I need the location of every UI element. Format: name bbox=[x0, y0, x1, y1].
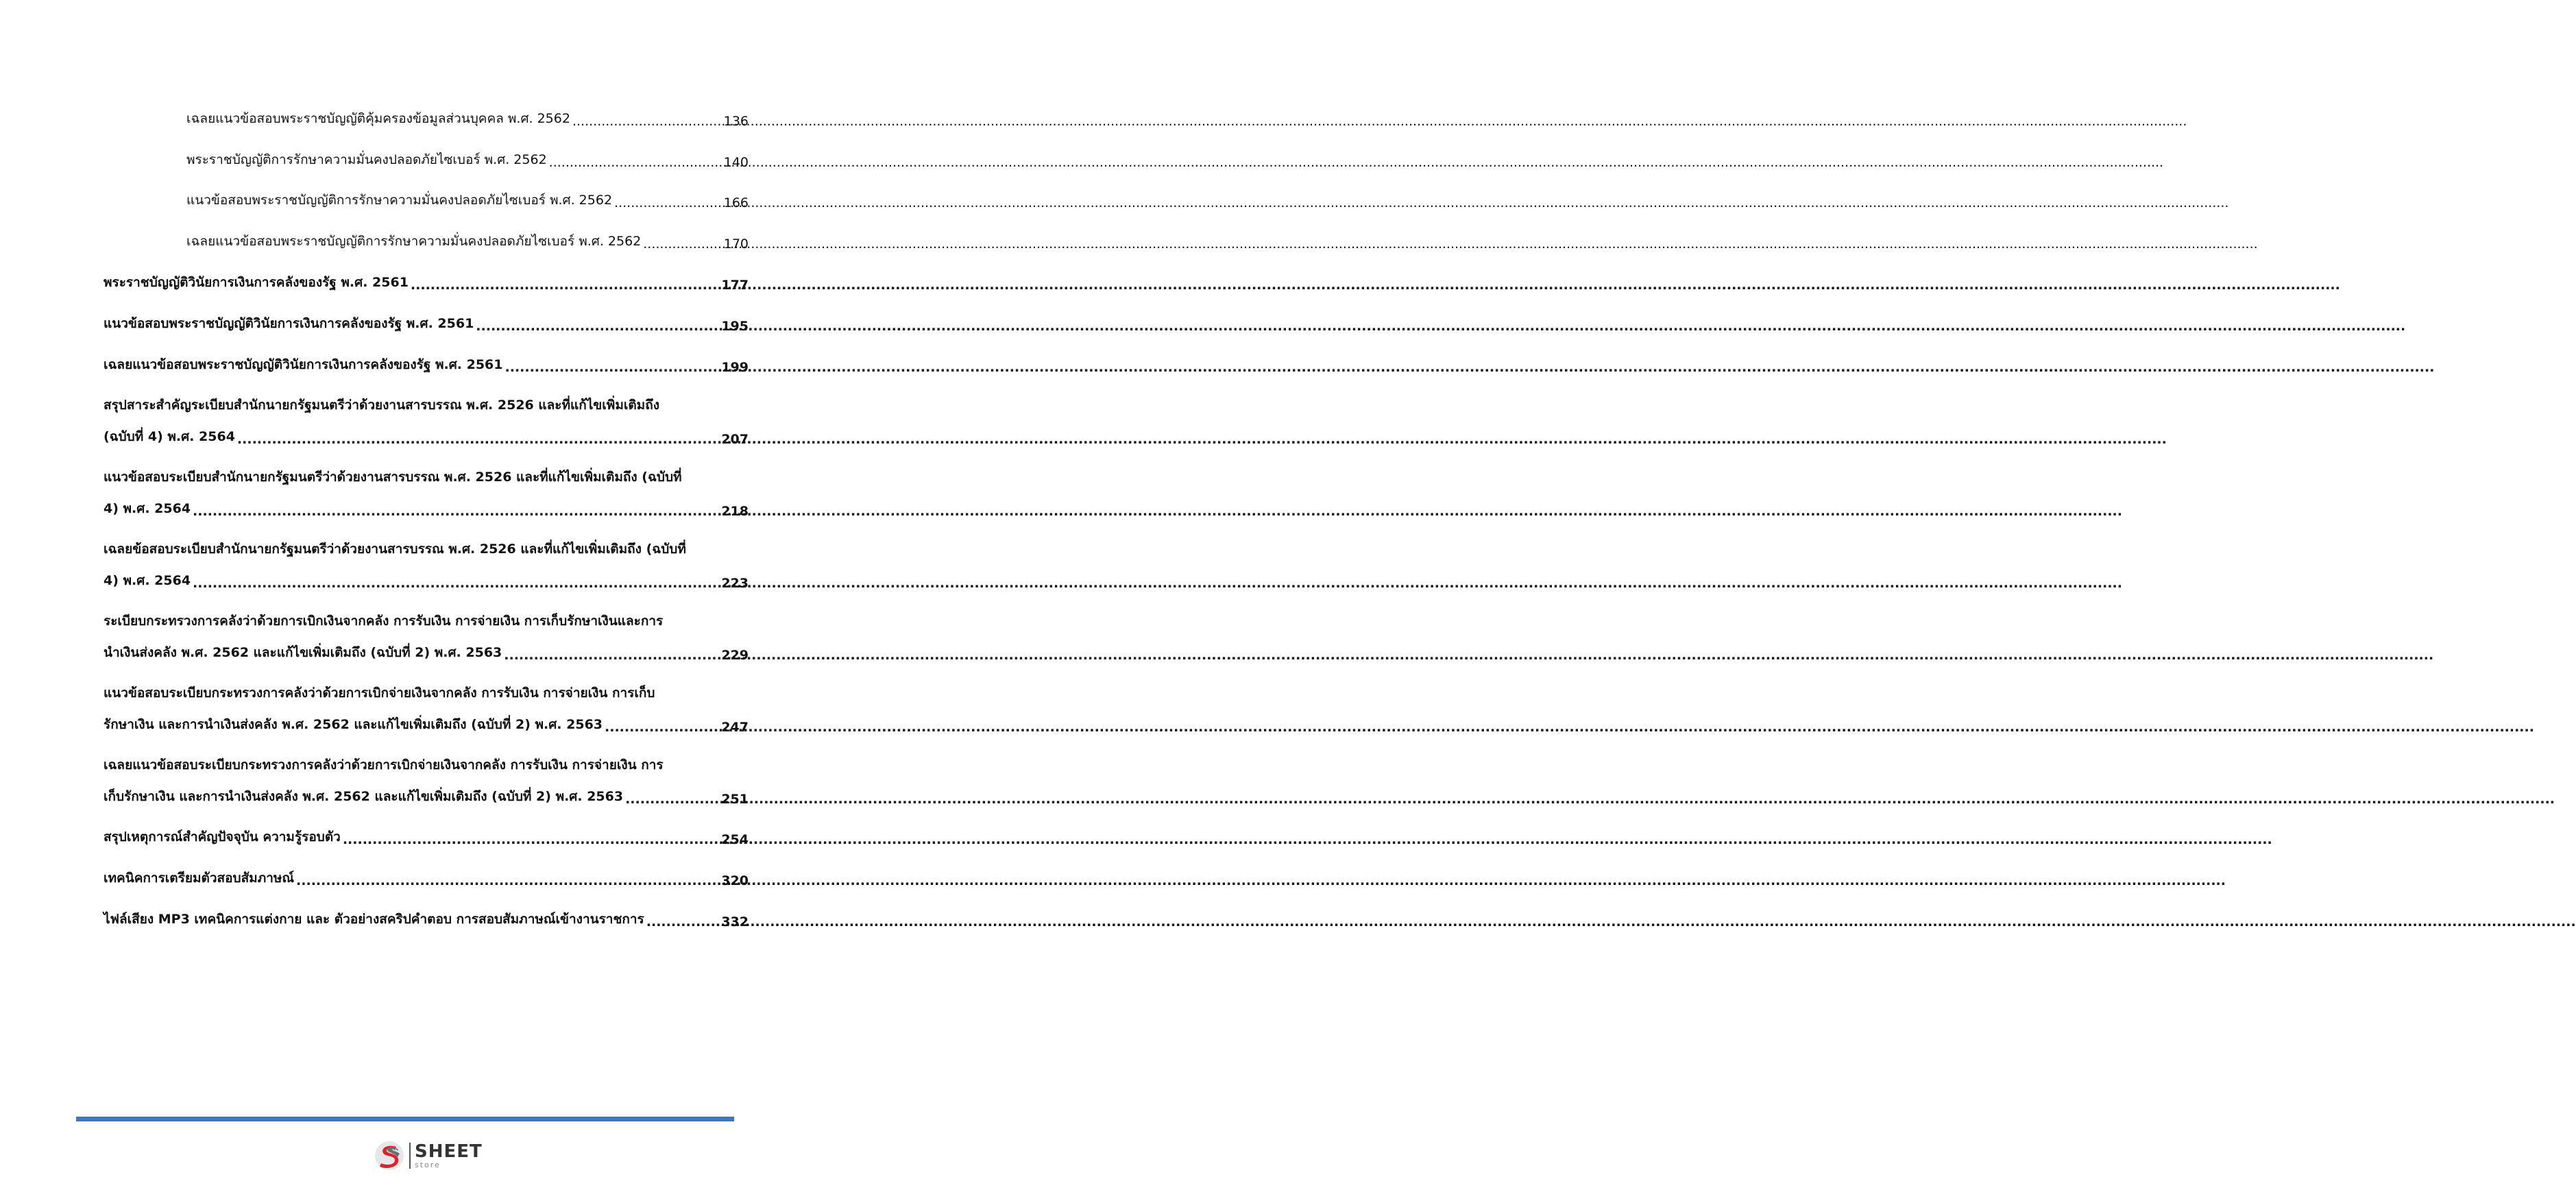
toc-entry-title: 4) พ.ศ. 2564 bbox=[104, 501, 191, 516]
toc-entry-title-line1[interactable]: สรุปสาระสำคัญระเบียบสำนักนายกรัฐมนตรีว่าด้วยงานสารบรรณ พ.ศ. 2526 และที่แก้ไขเพิ่มเติมถึง bbox=[104, 398, 659, 413]
toc-page-number: 170 bbox=[723, 236, 749, 252]
toc-leader-dots bbox=[343, 832, 719, 847]
toc-leader-dots bbox=[504, 648, 719, 663]
toc-leader-dots bbox=[625, 792, 719, 807]
toc-entry-title: แนวข้อสอบพระราชบัญญัติการรักษาความมั่นคงปลอดภัยไซเบอร์ พ.ศ. 2562 bbox=[186, 193, 613, 208]
toc-leader-dots bbox=[646, 914, 720, 929]
toc-leader-dots bbox=[411, 278, 719, 293]
toc-page-number: 218 bbox=[721, 504, 749, 519]
toc-page-number: 247 bbox=[721, 720, 749, 735]
toc-entry-title: นำเงินส่งคลัง พ.ศ. 2562 และแก้ไขเพิ่มเติมถึง (ฉบับที่ 2) พ.ศ. 2563 bbox=[104, 645, 502, 660]
toc-entry-title: เฉลยแนวข้อสอบพระราชบัญญัติวินัยการเงินการคลังของรัฐ พ.ศ. 2561 bbox=[104, 357, 503, 372]
toc-main-entry[interactable] bbox=[104, 272, 749, 293]
toc-page-number: 177 bbox=[721, 278, 749, 293]
logo-store-text: store bbox=[415, 1161, 441, 1169]
toc-page-number: 229 bbox=[721, 648, 749, 663]
toc-main-entry[interactable] bbox=[104, 498, 749, 519]
toc-entry-title: รักษาเงิน และการนำเงินส่งคลัง พ.ศ. 2562 และแก้ไขเพิ่มเติมถึง (ฉบับที่ 2) พ.ศ. 2563 bbox=[104, 717, 603, 732]
toc-entry-title-line1[interactable]: เฉลยแนวข้อสอบระเบียบกระทรวงการคลังว่าด้วยการเบิกจ่ายเงินจากคลัง การรับเงิน การจ่ายเงิน การ bbox=[104, 757, 664, 773]
toc-entry-title: สรุปเหตุการณ์สำคัญปัจจุบัน ความรู้รอบตัว bbox=[104, 829, 341, 844]
toc-sub-entry[interactable] bbox=[186, 149, 749, 170]
toc-sub-entry[interactable] bbox=[186, 108, 749, 129]
toc-entry-title: ไฟล์เสียง MP3 เทคนิคการแต่งกาย และ ตัวอย่างสคริปคำตอบ การสอบสัมภาษณ์เข้างานราชการ bbox=[104, 912, 644, 927]
toc-page-number: 251 bbox=[721, 792, 749, 807]
sheet-store-s-icon bbox=[374, 1140, 405, 1171]
toc-sub-entry[interactable] bbox=[186, 190, 749, 210]
toc-leader-dots bbox=[505, 360, 720, 375]
toc-main-entry[interactable] bbox=[104, 313, 749, 334]
toc-main-entry[interactable] bbox=[104, 354, 749, 375]
toc-leader-dots bbox=[193, 504, 719, 519]
toc-entry-title: เฉลยแนวข้อสอบพระราชบัญญัติคุ้มครองข้อมูลส่วนบุคคล พ.ศ. 2562 bbox=[186, 111, 570, 126]
toc-page-number: 207 bbox=[721, 432, 749, 447]
logo-sheet-text: SHEET bbox=[415, 1141, 483, 1162]
toc-leader-dots bbox=[476, 319, 719, 334]
toc-leader-dots bbox=[193, 576, 719, 591]
toc-leader-dots bbox=[614, 195, 722, 210]
toc-page-number: 223 bbox=[721, 576, 749, 591]
toc-page-number: 254 bbox=[721, 832, 749, 847]
toc-main-entry[interactable] bbox=[104, 714, 749, 735]
toc-main-entry[interactable] bbox=[104, 909, 749, 929]
toc-entry-title: 4) พ.ศ. 2564 bbox=[104, 573, 191, 588]
toc-page-number: 195 bbox=[721, 319, 749, 334]
toc-entry-title-line1[interactable]: เฉลยข้อสอบระเบียบสำนักนายกรัฐมนตรีว่าด้วยงานสารบรรณ พ.ศ. 2526 และที่แก้ไขเพิ่มเติมถึง (ฉบับที่ bbox=[104, 542, 686, 557]
logo-wordmark bbox=[409, 1143, 483, 1169]
toc-page-number: 320 bbox=[721, 873, 749, 888]
toc-page-number: 199 bbox=[721, 360, 749, 375]
toc-leader-dots bbox=[605, 720, 719, 735]
toc-page-number: 332 bbox=[721, 914, 749, 929]
toc-entry-title: เทคนิคการเตรียมตัวสอบสัมภาษณ์ bbox=[104, 871, 295, 886]
toc-leader-dots bbox=[643, 236, 721, 252]
toc-entry-title-line1[interactable]: แนวข้อสอบระเบียบกระทรวงการคลังว่าด้วยการเบิกจ่ายเงินจากคลัง การรับเงิน การจ่ายเงิน การเก็บ bbox=[104, 685, 655, 701]
toc-entry-title: พระราชบัญญัติการรักษาความมั่นคงปลอดภัยไซเบอร์ พ.ศ. 2562 bbox=[186, 152, 547, 167]
toc-main-entry[interactable] bbox=[104, 570, 749, 591]
sheet-store-logo bbox=[374, 1139, 483, 1173]
toc-entry-title: (ฉบับที่ 4) พ.ศ. 2564 bbox=[104, 429, 235, 444]
toc-leader-dots bbox=[572, 114, 722, 129]
toc-page-number: 136 bbox=[723, 114, 749, 129]
toc-main-entry[interactable] bbox=[104, 786, 749, 807]
toc-entry-title: แนวข้อสอบพระราชบัญญัติวินัยการเงินการคลังของรัฐ พ.ศ. 2561 bbox=[104, 316, 474, 331]
toc-entry-title: เฉลยแนวข้อสอบพระราชบัญญัติการรักษาความมั่นคงปลอดภัยไซเบอร์ พ.ศ. 2562 bbox=[186, 234, 642, 249]
toc-entry-title: พระราชบัญญัติวินัยการเงินการคลังของรัฐ พ.ศ. 2561 bbox=[104, 275, 409, 290]
toc-main-entry[interactable] bbox=[104, 868, 749, 888]
toc-entry-title: เก็บรักษาเงิน และการนำเงินส่งคลัง พ.ศ. 2562 และแก้ไขเพิ่มเติมถึง (ฉบับที่ 2) พ.ศ. 2563 bbox=[104, 789, 624, 804]
toc-page-number: 166 bbox=[723, 195, 749, 210]
toc-leader-dots bbox=[237, 432, 719, 447]
toc-leader-dots bbox=[549, 155, 722, 170]
toc-leader-dots bbox=[296, 873, 719, 888]
toc-entry-title-line1[interactable]: แนวข้อสอบระเบียบสำนักนายกรัฐมนตรีว่าด้วยงานสารบรรณ พ.ศ. 2526 และที่แก้ไขเพิ่มเติมถึง (ฉบับที่ bbox=[104, 470, 682, 485]
toc-page-number: 140 bbox=[723, 155, 749, 170]
toc-sub-entry[interactable] bbox=[186, 231, 749, 252]
footer-rule bbox=[76, 1117, 734, 1121]
toc-entry-title-line1[interactable]: ระเบียบกระทรวงการคลังว่าด้วยการเบิกเงินจากคลัง การรับเงิน การจ่ายเงิน การเก็บรักษาเงินและการ bbox=[104, 613, 664, 629]
toc-main-entry[interactable] bbox=[104, 426, 749, 447]
toc-main-entry[interactable] bbox=[104, 827, 749, 847]
toc-main-entry[interactable] bbox=[104, 642, 749, 663]
